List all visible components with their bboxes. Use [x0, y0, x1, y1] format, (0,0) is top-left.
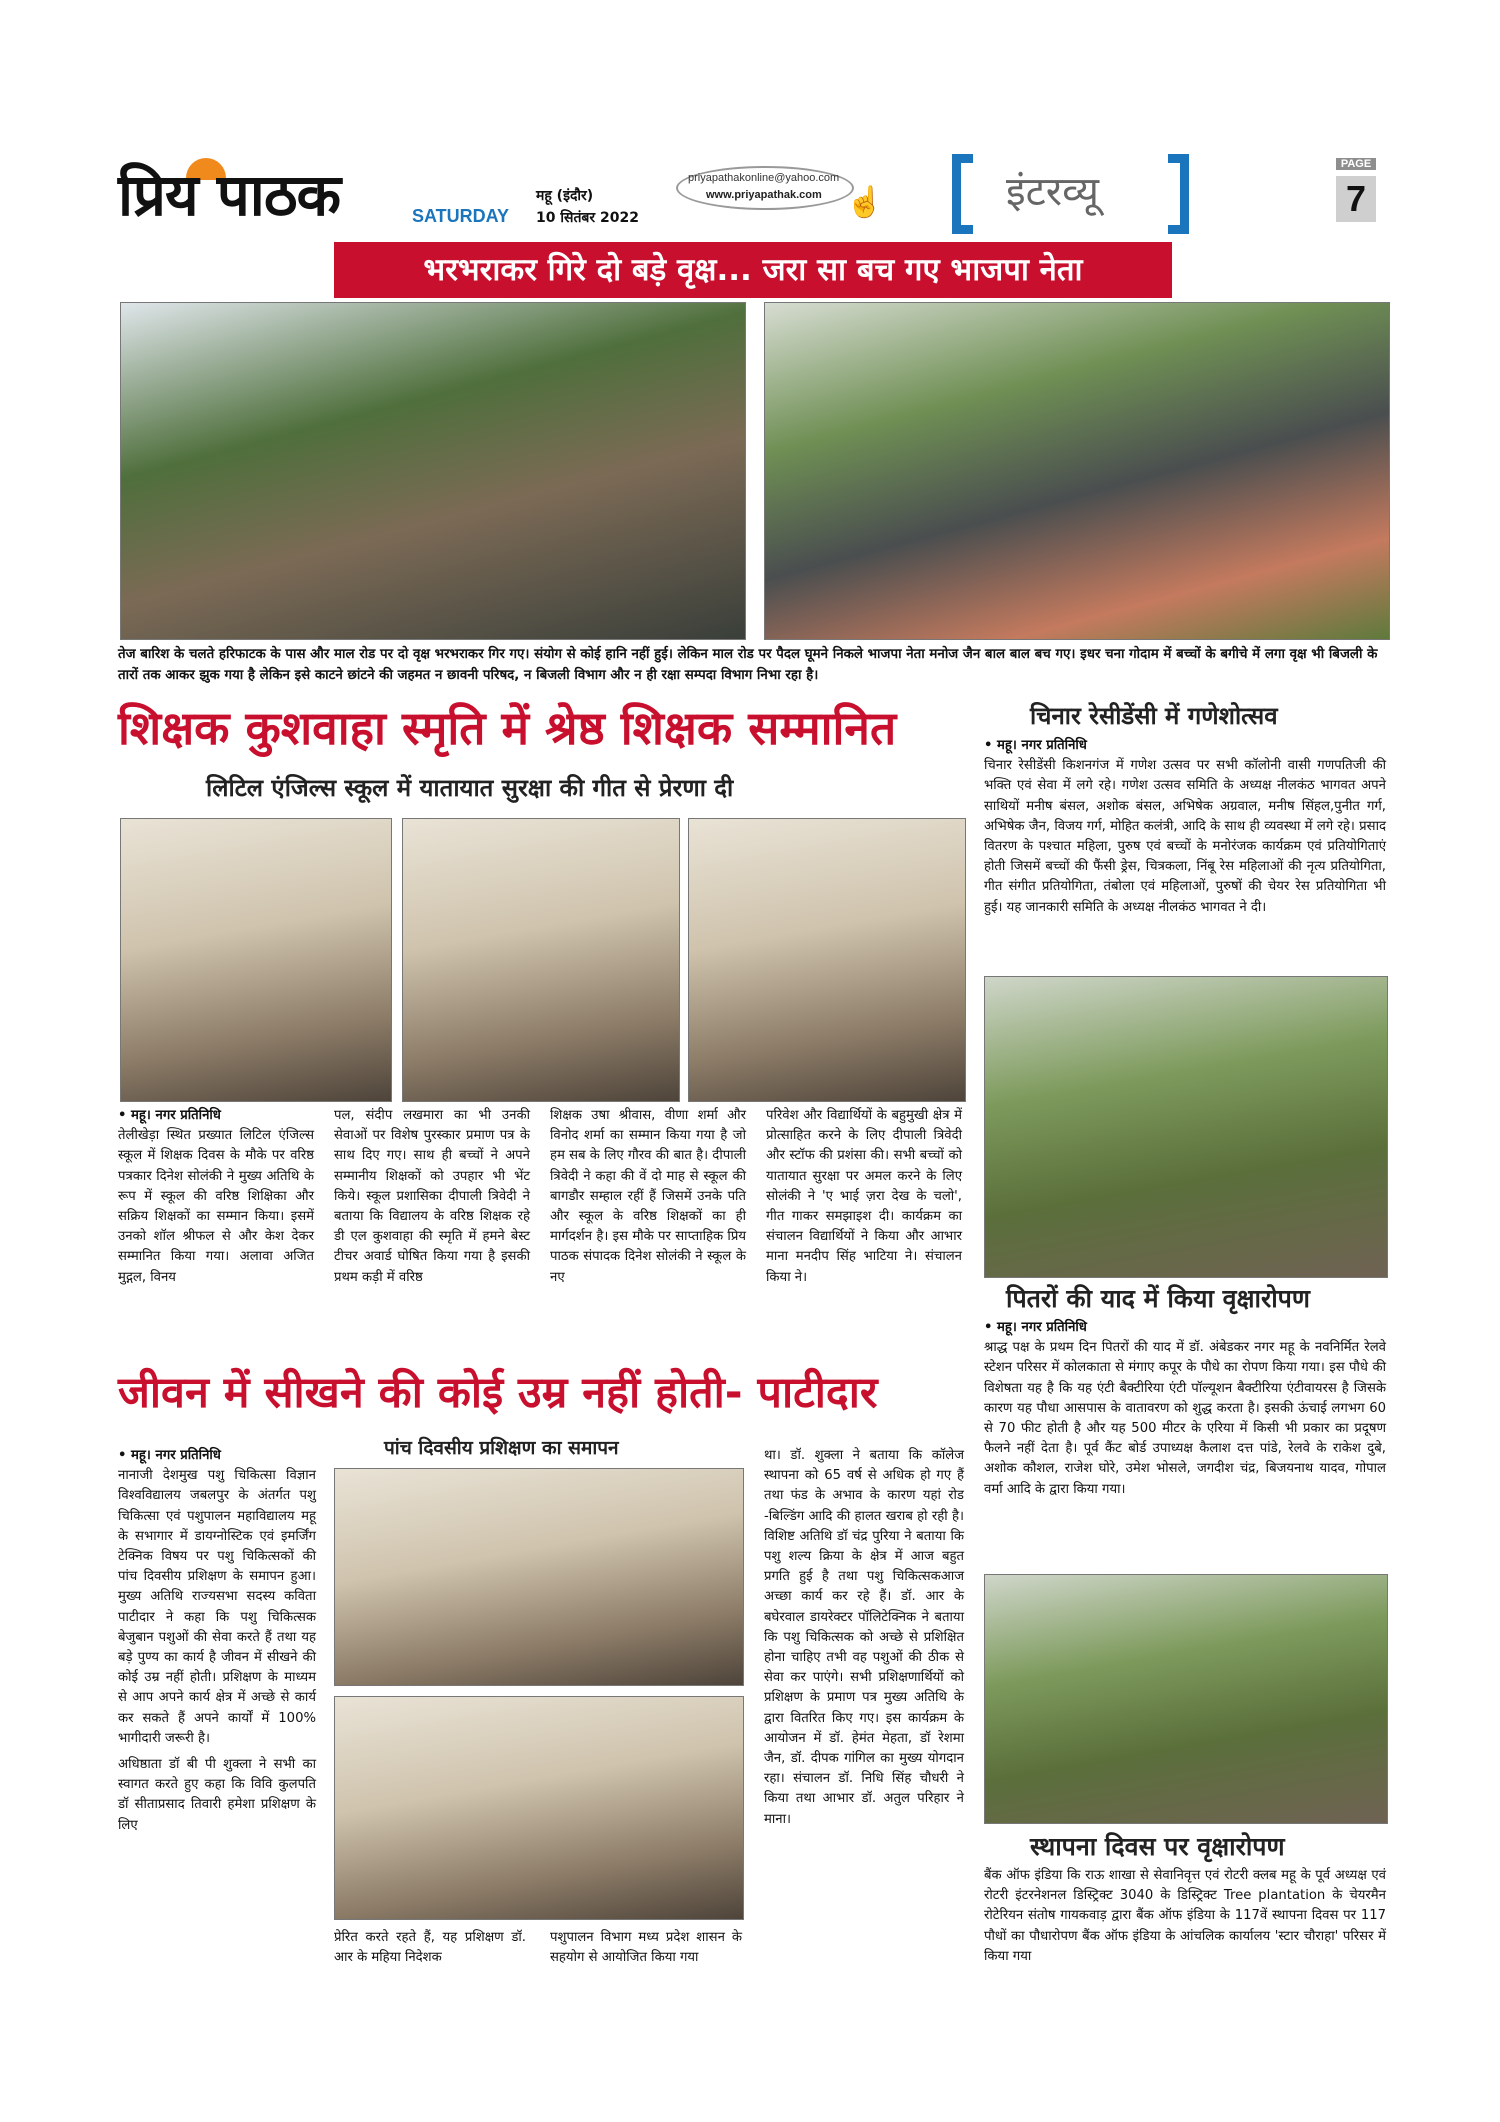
top-headline: भरभराकर गिरे दो बड़े वृक्ष... जरा सा बच गए भाजपा नेता: [423, 252, 1083, 288]
learning-subhead: पांच दिवसीय प्रशिक्षण का समापन: [384, 1437, 619, 1459]
learning-col-4: था। डॉ. शुक्ला ने बताया कि कॉलेज स्थापना को 65 वर्ष से अधिक हो गए हैं तथा फंड के अभाव के कारण यहां रोड -बिल्डिंग आदि की हालत खराब हो रही है। विशिष्ट अतिथि डॉ चंद्र पुरिया ने बताया कि पशु शल्य क्रिया के क्षेत्र में आज बहुत प्रगति हुई है तथा पशु चिकित्सकआज अच्छा कार्य कर रहे हैं। डॉ. आर के बघेरवाल डायरेक्टर पॉलिटेक्निक ने बताया कि पशु चिकित्सक को अच्छे से प्रशिक्षित होना चाहिए तभी वह पशुओं की ठीक से सेवा कर पाएंगे। सभी प्रशिक्षणार्थियों को प्रशिक्षण के प्रमाण पत्र मुख्य अतिथि के द्वारा वितरित किए गए। इस कार्यक्रम के आयोजन में डॉ. हेमंत मेहता, डॉ रेशमा जैन, डॉ. दीपक गांगिल का मुख्य योगदान रहा। संचालन डॉ. निधि सिंह चौधरी ने किया तथा आभार डॉ. अतुल परिहार ने माना।: [764, 1448, 964, 1827]
teacher-photo-1: [120, 818, 392, 1102]
masthead: [0, 140, 1500, 240]
chinar-body: चिनार रेसीडेंसी किशनगंज में गणेश उत्सव पर सभी कॉलोनी वासी गणपतिजी की भक्ति एवं सेवा में लगे रहे। गणेश उत्सव समिति के अध्यक्ष नीलकंठ भागवत अपने साथियों मनीष बंसल, अशोक बंसल, अभिषेक अग्रवाल, मनीष सिंहल,पुनीत गर्ग, अभिषेक जैन, विजय गर्ग, मोहित कलंत्री, आदि के साथ ही व्यवस्था में लगे रहे। प्रसाद वितरण के पश्चात महिला, पुरुष एवं बच्चों के मनोरंजक कार्यक्रम एवं प्रतियोगिताएं होती जिसमें बच्चों की फैंसी ड्रेस, चित्रकला, निंबू रेस महिलाओं की नृत्य प्रतियोगिता, गीत संगीत प्रतियोगिता, तंबोला एवं महिलाओं, पुरुषों की चेयर रेस प्रतियोगिता भी हुई। यह जानकारी समिति के अध्यक्ष नीलकंठ भागवत ने दी।: [984, 758, 1386, 915]
top-photo-caption: तेज बारिश के चलते हरिफाटक के पास और माल रोड पर दो वृक्ष भरभराकर गिर गए। संयोग से कोई हानि नहीं हुई। लेकिन माल रोड पर पैदल घूमने निकले भाजपा नेता मनोज जैन बाल बाल बच गए। इधर चना गोदाम में बच्चों के बगीचे में लगा वृक्ष भी बिजली के तारों तक आकर झुक गया है लेकिन इसे काटने छांटने की जहमत न छावनी परिषद, न बिजली विभाग और न ही रक्षा सम्पदा विभाग निभा रहा है।: [118, 647, 1378, 683]
learning-text-col-1b: अधिष्ठाता डॉ बी पी शुक्ला ने सभी का स्वागत करते हुए कहा कि विवि कुलपति डॉ सीताप्रसाद तिवारी हमेशा प्रशिक्षण के लिए: [118, 1757, 316, 1833]
page-label: PAGE: [1336, 158, 1376, 170]
learning-col-2: प्रेरित करते रहते हैं, यह प्रशिक्षण डॉ. आर के महिया निदेशक: [334, 1930, 526, 1966]
plantation-photo-2: [984, 1574, 1388, 1824]
teacher-photo-2: [402, 818, 680, 1102]
teacher-subhead: लिटिल एंजिल्स स्कूल में यातायात सुरक्षा की गीत से प्रेरणा दी: [206, 774, 734, 802]
chinar-byline: • महू। नगर प्रतिनिधि: [984, 738, 1087, 753]
chinar-headline: चिनार रेसीडेंसी में गणेशोत्सव: [1030, 702, 1278, 730]
pitro-body-block: [984, 1318, 1386, 1500]
pitro-body: श्राद्ध पक्ष के प्रथम दिन पितरों की याद में डॉ. अंबेडकर नगर महू के नवनिर्मित रेलवे स्टेशन परिसर में कोलकाता से मंगाए कपूर के पौधे का रोपण किया गया। इस पौधे की विशेषता यह है कि यह एंटी बैक्टीरिया एंटी पॉल्यूशन बैक्टीरिया एंटीवायरस है जिसके कारण यह पौधा आसपास के वातावरण को शुद्ध करता है। इसकी ऊंचाई लगभग 60 से 70 फीट होती है और यह 500 मीटर के एरिया में किसी भी प्रकार का प्रदूषण फैलने नहीं देता है। पूर्व कैंट बोर्ड उपाध्यक्ष कैलाश दत्त पांडे, रेलवे के राकेश दुबे, अशोक कौशल, राजेश घोरे, उमेश भोसले, जगदीश चंद्र, बिजयनाथ यादव, गोपाल वर्मा आदि के द्वारा किया गया।: [984, 1340, 1386, 1497]
teacher-text-col-1: तेलीखेड़ा स्थित प्रख्यात लिटिल एंजिल्स स्कूल में शिक्षक दिवस के मौके पर वरिष्ठ पत्रकार दिनेश सोलंकी ने मुख्य अतिथि के रूप में स्कूल की वरिष्ठ शिक्षिका और सक्रिय शिक्षकों का सम्मान किया। इसमें उनको शॉल श्रीफल से और केश देकर सम्मानित किया गया। अलावा अजित मुद्गल, विनय: [118, 1128, 314, 1285]
fallen-tree-photo-right: [764, 302, 1390, 640]
teacher-photo-3: [688, 818, 966, 1102]
right-bracket-icon: [1168, 154, 1189, 234]
learning-byline: • महू। नगर प्रतिनिधि: [118, 1448, 221, 1463]
learning-text-col-1: नानाजी देशमुख पशु चिकित्सा विज्ञान विश्वविद्यालय जबलपुर के अंतर्गत पशु चिकित्सा एवं पशुपालन महाविद्यालय महू के सभागार में डायग्नोस्टिक एवं इमर्जिंग टेक्निक विषय पर पशु चिकित्सकों की पांच दिवसीय प्रशिक्षण के समापन हुआ। मुख्य अतिथि राज्यसभा सदस्य कविता पाटीदार ने कहा कि पशु चिकित्सक बेजुबान पशुओं की सेवा करते हैं तथा यह बड़े पुण्य का कार्य है जीवन में सीखने की कोई उम्र नहीं होती। प्रशिक्षण के माध्यम से आप अपने कार्य क्षेत्र में अच्छे से कार्य कर सकते हैं अपने कार्यों में 100% भागीदारी जरूरी है।: [118, 1468, 316, 1746]
learning-headline: जीवन में सीखने की कोई उम्र नहीं होती- पाटीदार: [118, 1368, 878, 1418]
top-headline-bar: [334, 242, 1172, 298]
teacher-col-3: शिक्षक उषा श्रीवास, वीणा शर्मा और विनोद शर्मा का सम्मान किया गया है जो हम सब के लिए गौरव की बात है। दीपाली त्रिवेदी ने कहा की वें दो माह से स्कूल की बागडौर सम्हाल रहीं हैं जिसमें उनके पति और स्कूल के वरिष्ठ शिक्षकों का ही मार्गदर्शन है। इस मौके पर साप्ताहिक प्रिय पाठक संपादक दिनेश सोलंकी ने स्कूल के नए: [550, 1108, 746, 1285]
training-photo-1: [334, 1468, 744, 1686]
email-text[interactable]: priyapathakonline@yahoo.com: [688, 172, 840, 184]
training-photo-2: [334, 1696, 744, 1920]
day-label: SATURDAY: [412, 206, 510, 226]
fallen-tree-photo-left: [120, 302, 746, 640]
section-label: इंटरव्यू: [1006, 169, 1100, 215]
website-link[interactable]: www.priyapathak.com: [706, 189, 822, 201]
pitro-byline: • महू। नगर प्रतिनिधि: [984, 1320, 1087, 1335]
logo: प्रिय पाठक: [118, 161, 341, 229]
teacher-col-4: परिवेश और विद्यार्थियों के बहुमुखी क्षेत्र में प्रोत्साहित करने के लिए दीपाली त्रिवेदी और स्टॉफ की प्रशंसा की। सभी बच्चों को यातायात सुरक्षा पर अमल करने के लिए सोलंकी ने 'ए भाई ज़रा देख के चलो', गीत गाकर समझाइश दी। कार्यक्रम का संचालन विद्यार्थियों ने किया और आभार माना मनदीप सिंह भाटिया ने। संचालन किया ने।: [766, 1108, 962, 1285]
teacher-col-1: [118, 1106, 314, 1288]
teacher-headline: शिक्षक कुशवाहा स्मृति में श्रेष्ठ शिक्षक सम्मानित: [118, 701, 897, 755]
date-label: 10 सितंबर 2022: [536, 210, 639, 226]
left-bracket-icon: [952, 154, 973, 234]
page-number: 7: [1336, 176, 1376, 222]
learning-col-3: पशुपालन विभाग मध्य प्रदेश शासन के सहयोग से आयोजित किया गया: [550, 1930, 742, 1966]
teacher-col-2: पल, संदीप लखमारा का भी उनकी सेवाओं पर विशेष पुरस्कार प्रमाण पत्र के साथ दिए गए। साथ ही बच्चों ने अपने सम्मानीय शिक्षकों को उपहार भी भेंट किये। स्कूल प्रशासिका दीपाली त्रिवेदी ने बताया कि विद्यालय के वरिष्ठ शिक्षक रहे डी एल कुशवाहा की स्मृति में हमने बेस्ट टीचर अवार्ड घोषित किया गया है इसकी प्रथम कड़ी में वरिष्ठ: [334, 1108, 530, 1285]
chinar-body-block: [984, 736, 1386, 918]
place-label: महू (इंदौर): [536, 188, 594, 204]
learning-col-1: [118, 1446, 316, 1836]
bank-body: बैंक ऑफ इंडिया कि राऊ शाखा से सेवानिवृत्त एवं रोटरी क्लब महू के पूर्व अध्यक्ष एवं रोटरी इंटरनेशनल डिस्ट्रिक्ट 3040 के डिस्ट्रिक्ट Tree plantation के चेयरमैन रोटेरियन संतोष गायकवाड़ द्वारा बैंक ऑफ इंडिया के 117वें स्थापना दिवस पर 117 पौधों का पौधारोपण बैंक ऑफ इंडिया के आंचलिक कार्यालय 'स्टार चौराहा' परिसर में किया गया: [984, 1868, 1386, 1964]
pitro-headline: पितरों की याद में किया वृक्षारोपण: [1006, 1284, 1310, 1313]
bank-headline: स्थापना दिवस पर वृक्षारोपण: [1030, 1832, 1285, 1861]
teacher-byline: • महू। नगर प्रतिनिधि: [118, 1108, 221, 1123]
plantation-photo-1: [984, 976, 1388, 1278]
hand-pointer-icon: ☝: [846, 185, 884, 220]
